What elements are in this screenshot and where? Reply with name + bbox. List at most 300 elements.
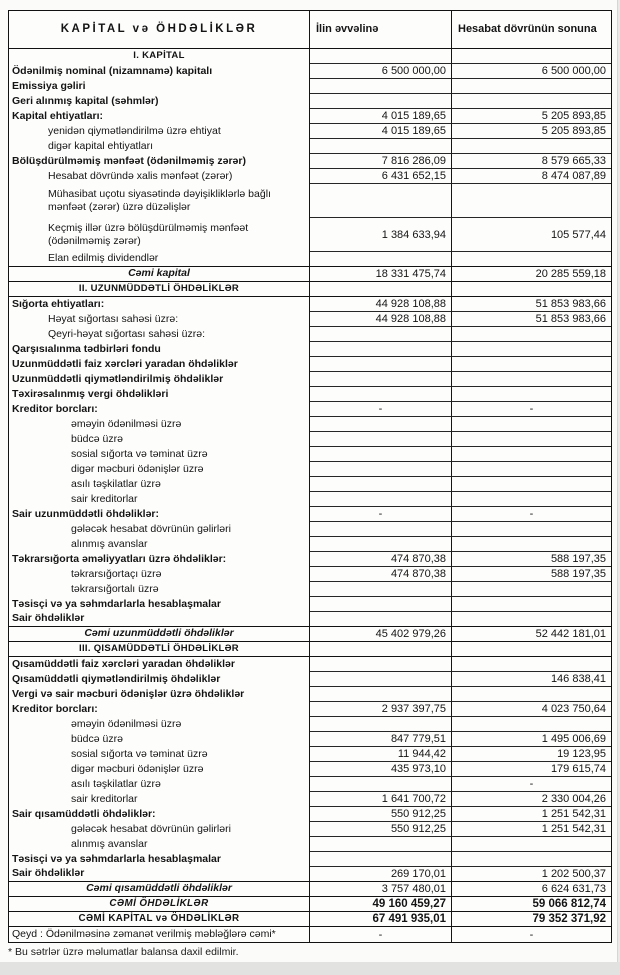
value-start-of-year-cell (310, 672, 452, 687)
row-label-cell (9, 312, 310, 327)
row-label-cell (9, 252, 310, 266)
row-label: Elan edilmiş dividendlər (48, 252, 159, 265)
table-row (9, 627, 611, 642)
value-end-of-period-cell (452, 124, 611, 139)
value-start-of-year-cell (310, 882, 452, 896)
value-end-of-period: 52 442 181,01 (535, 628, 606, 640)
value-start-of-year-cell (310, 462, 452, 477)
row-label: Hesabat dövründə xalis mənfəət (zərər) (48, 169, 233, 182)
value-start-of-year-cell (310, 702, 452, 717)
row-label-cell (9, 717, 310, 732)
table-row (9, 612, 611, 627)
row-label-cell (9, 462, 310, 477)
value-start-of-year: - (378, 403, 383, 415)
row-label-cell (9, 282, 310, 296)
table-row (9, 672, 611, 687)
table-row (9, 94, 611, 109)
value-end-of-period: 1 202 500,37 (541, 868, 606, 880)
footnote: * Bu sətrlər üzrə məlumatlar balansa daxil edilmir. (8, 946, 239, 958)
row-label: Keçmiş illər üzrə bölüşdürülməmiş mənfəət (ödənilməmiş zərər) (48, 222, 249, 247)
row-label-cell (9, 402, 310, 417)
row-label-cell (9, 139, 310, 154)
value-end-of-period-cell (452, 642, 611, 656)
value-start-of-year-cell (310, 124, 452, 139)
value-start-of-year-cell (310, 154, 452, 169)
value-end-of-period: 588 197,35 (550, 553, 606, 565)
value-end-of-period-cell (452, 417, 611, 432)
value-end-of-period-cell (452, 912, 611, 926)
row-label-cell (9, 492, 310, 507)
row-label: yenidən qiymətləndirilmə üzrə ehtiyat (48, 124, 221, 137)
row-label: əməyin ödənilməsi üzrə (71, 417, 182, 430)
value-end-of-period-cell (452, 492, 611, 507)
value-end-of-period-cell (452, 342, 611, 357)
value-start-of-year-cell (310, 552, 452, 567)
value-start-of-year-cell (310, 447, 452, 462)
row-label: III. QISAMÜDDƏTLİ ÖHDƏLİKLƏR (79, 642, 239, 654)
table-row (9, 702, 611, 717)
value-end-of-period: 4 023 750,64 (541, 703, 606, 715)
table-row (9, 357, 611, 372)
value-start-of-year-cell (310, 747, 452, 762)
value-start-of-year-cell (310, 477, 452, 492)
row-label-cell (9, 762, 310, 777)
value-start-of-year-cell (310, 49, 452, 64)
row-label: Kreditor borcları: (12, 402, 98, 415)
row-label-cell (9, 822, 310, 837)
row-label-cell (9, 612, 310, 626)
scan-bottom-edge (0, 962, 620, 975)
table-row (9, 169, 611, 184)
row-label-cell (9, 867, 310, 881)
value-start-of-year-cell (310, 312, 452, 327)
row-label: Qısamüddətli qiymətləndirilmiş öhdəliklər (12, 672, 221, 685)
value-end-of-period-cell (452, 79, 611, 94)
value-start-of-year-cell (310, 792, 452, 807)
table-row (9, 139, 611, 154)
value-end-of-period: 20 285 559,18 (535, 268, 606, 280)
table-row (9, 312, 611, 327)
value-start-of-year: 49 160 459,27 (372, 898, 446, 910)
table-row (9, 792, 611, 807)
table-row (9, 477, 611, 492)
table-row (9, 777, 611, 792)
value-start-of-year-cell (310, 327, 452, 342)
row-label-cell (9, 417, 310, 432)
row-label: Qarşısıalınma tədbirləri fondu (12, 342, 161, 355)
value-end-of-period: 2 330 004,26 (541, 793, 606, 805)
row-label: digər məcburi ödənişlər üzrə (71, 462, 204, 475)
table-row (9, 852, 611, 867)
table-row (9, 124, 611, 139)
row-label-cell (9, 169, 310, 184)
row-label-cell (9, 927, 310, 942)
value-end-of-period-cell (452, 447, 611, 462)
value-end-of-period-cell (452, 372, 611, 387)
table-row (9, 762, 611, 777)
value-start-of-year: 44 928 108,88 (375, 313, 446, 325)
value-end-of-period-cell (452, 184, 611, 218)
table-row (9, 49, 611, 64)
value-end-of-period-cell (452, 717, 611, 732)
row-label-cell (9, 837, 310, 852)
row-label-cell (9, 79, 310, 94)
table-row (9, 687, 611, 702)
table-row (9, 747, 611, 762)
value-end-of-period: 79 352 371,92 (532, 913, 606, 925)
value-start-of-year: - (378, 508, 383, 520)
row-label: II. UZUNMÜDDƏTLİ ÖHDƏLİKLƏR (78, 282, 240, 294)
row-label: büdcə üzrə (71, 732, 123, 745)
value-end-of-period: 105 577,44 (550, 228, 606, 241)
row-label-cell (9, 432, 310, 447)
row-label-cell (9, 124, 310, 139)
table-row (9, 417, 611, 432)
value-start-of-year-cell (310, 64, 452, 79)
value-end-of-period-cell (452, 837, 611, 852)
value-start-of-year-cell (310, 732, 452, 747)
value-start-of-year-cell (310, 297, 452, 312)
value-end-of-period: 6 624 631,73 (541, 883, 606, 895)
row-label-cell (9, 218, 310, 252)
table-row (9, 372, 611, 387)
table-row (9, 462, 611, 477)
row-label-cell (9, 567, 310, 582)
table-row (9, 267, 611, 282)
row-label: Sair uzunmüddətli öhdəliklər: (12, 507, 160, 520)
row-label: Təsisçi və ya səhmdarlarla hesablaşmalar (12, 852, 221, 865)
value-end-of-period: 8 474 087,89 (541, 170, 606, 182)
value-end-of-period-cell (452, 139, 611, 154)
value-start-of-year-cell (310, 777, 452, 792)
table-row (9, 867, 611, 882)
value-end-of-period-cell (452, 747, 611, 762)
value-start-of-year-cell (310, 184, 452, 218)
value-end-of-period-cell (452, 627, 611, 641)
value-end-of-period-cell (452, 94, 611, 109)
value-end-of-period: 19 123,95 (557, 748, 606, 760)
value-start-of-year-cell (310, 139, 452, 154)
table-rows (9, 49, 611, 942)
value-end-of-period: - (529, 778, 534, 790)
row-label: Sığorta ehtiyatları: (12, 297, 105, 310)
row-label: CƏMİ KAPİTAL və ÖHDƏLİKLƏR (78, 912, 240, 924)
table-row (9, 642, 611, 657)
value-end-of-period-cell (452, 867, 611, 881)
row-label: Qeyd : Ödənilməsinə zəmanət verilmiş məbləğlərə cəmi* (12, 927, 276, 940)
value-start-of-year: 1 641 700,72 (381, 793, 446, 805)
capital-and-liabilities-table (8, 10, 612, 943)
row-label: Mühasibat uçotu siyasətində dəyişikliklərlə bağlı mənfəət (zərər) üzrə düzəlişlər (48, 188, 271, 213)
value-start-of-year-cell (310, 807, 452, 822)
table-row (9, 342, 611, 357)
row-label: Təkrarsığorta əməliyyatları üzrə öhdəliklər: (12, 552, 227, 565)
row-label-cell (9, 852, 310, 867)
row-label-cell (9, 747, 310, 762)
value-end-of-period-cell (452, 327, 611, 342)
value-start-of-year-cell (310, 537, 452, 552)
value-start-of-year-cell (310, 867, 452, 881)
value-end-of-period-cell (452, 218, 611, 252)
value-end-of-period-cell (452, 267, 611, 281)
row-label-cell (9, 912, 310, 926)
table-row (9, 882, 611, 897)
value-start-of-year-cell (310, 387, 452, 402)
value-end-of-period-cell (452, 402, 611, 417)
value-start-of-year: - (378, 928, 383, 941)
row-label: asılı təşkilatlar üzrə (71, 477, 161, 490)
row-label-cell (9, 154, 310, 169)
value-end-of-period-cell (452, 282, 611, 296)
table-row (9, 582, 611, 597)
table-row (9, 154, 611, 169)
value-end-of-period-cell (452, 852, 611, 867)
row-label-cell (9, 507, 310, 522)
table-row (9, 109, 611, 124)
value-start-of-year-cell (310, 492, 452, 507)
value-start-of-year-cell (310, 94, 452, 109)
table-header-row (9, 11, 611, 49)
table-row (9, 252, 611, 267)
row-label: Ödənilmiş nominal (nizamnamə) kapitalı (12, 64, 213, 77)
value-start-of-year-cell (310, 597, 452, 612)
row-label-cell (9, 642, 310, 656)
row-label: Cəmi qısamüddətli öhdəliklər (86, 882, 232, 895)
row-label-cell (9, 372, 310, 387)
row-label-cell (9, 357, 310, 372)
value-end-of-period-cell (452, 597, 611, 612)
row-label: gələcək hesabat dövrünün gəlirləri (71, 822, 231, 835)
row-label-cell (9, 732, 310, 747)
value-end-of-period-cell (452, 312, 611, 327)
value-start-of-year: 3 757 480,01 (381, 883, 446, 895)
row-label: Cəmi uzunmüddətli öhdəliklər (84, 627, 234, 640)
table-row (9, 64, 611, 79)
row-label: Kreditor borcları: (12, 702, 98, 715)
row-label: Təsisçi və ya səhmdarlarla hesablaşmalar (12, 597, 221, 610)
value-end-of-period-cell (452, 252, 611, 266)
row-label: digər məcburi ödənişlər üzrə (71, 762, 204, 775)
row-label-cell (9, 109, 310, 124)
value-end-of-period-cell (452, 762, 611, 777)
row-label-cell (9, 897, 310, 911)
value-start-of-year-cell (310, 282, 452, 296)
value-end-of-period-cell (452, 49, 611, 64)
value-start-of-year-cell (310, 642, 452, 656)
table-row (9, 807, 611, 822)
value-start-of-year-cell (310, 267, 452, 281)
value-end-of-period-cell (452, 537, 611, 552)
row-label: büdcə üzrə (71, 432, 123, 445)
table-row (9, 507, 611, 522)
table-row (9, 218, 611, 252)
value-start-of-year: 67 491 935,01 (372, 913, 446, 925)
table-row (9, 282, 611, 297)
table-row (9, 327, 611, 342)
value-start-of-year-cell (310, 897, 452, 911)
table-row (9, 447, 611, 462)
value-start-of-year: 6 500 000,00 (381, 65, 446, 77)
row-label-cell (9, 552, 310, 567)
row-label-cell (9, 597, 310, 612)
table-row (9, 912, 611, 927)
value-end-of-period: 1 495 006,69 (541, 733, 606, 745)
table-row (9, 387, 611, 402)
value-end-of-period: 51 853 983,66 (535, 313, 606, 325)
row-label: Uzunmüddətli faiz xərcləri yaradan öhdəliklər (12, 357, 238, 370)
row-label-cell (9, 792, 310, 807)
row-label-cell (9, 687, 310, 702)
value-start-of-year-cell (310, 169, 452, 184)
row-label: Qısamüddətli faiz xərcləri yaradan öhdəliklər (12, 657, 235, 670)
row-label-cell (9, 777, 310, 792)
value-end-of-period-cell (452, 477, 611, 492)
value-start-of-year: 550 912,25 (390, 823, 446, 835)
value-start-of-year-cell (310, 417, 452, 432)
value-end-of-period: - (529, 928, 534, 941)
value-start-of-year-cell (310, 762, 452, 777)
table-row (9, 717, 611, 732)
row-label-cell (9, 387, 310, 402)
value-start-of-year-cell (310, 687, 452, 702)
value-start-of-year: 45 402 979,26 (375, 628, 446, 640)
row-label-cell (9, 447, 310, 462)
value-end-of-period-cell (452, 777, 611, 792)
value-end-of-period: 179 615,74 (550, 763, 606, 775)
value-start-of-year-cell (310, 852, 452, 867)
value-start-of-year-cell (310, 822, 452, 837)
value-start-of-year-cell (310, 372, 452, 387)
value-end-of-period-cell (452, 109, 611, 124)
value-end-of-period-cell (452, 702, 611, 717)
value-end-of-period-cell (452, 882, 611, 896)
value-end-of-period-cell (452, 927, 611, 942)
row-label: Sair öhdəliklər (12, 867, 85, 880)
table-title: KAPİTAL və ÖHDƏLİKLƏR (60, 23, 258, 36)
value-start-of-year: 11 944,42 (397, 748, 446, 760)
value-start-of-year: 474 870,38 (390, 568, 446, 580)
row-label: alınmış avanslar (71, 537, 148, 550)
value-start-of-year-cell (310, 218, 452, 252)
row-label-cell (9, 672, 310, 687)
row-label: Sair qısamüddətli öhdəliklər: (12, 807, 156, 820)
row-label-cell (9, 522, 310, 537)
table-row (9, 837, 611, 852)
row-label-cell (9, 477, 310, 492)
value-end-of-period-cell (452, 432, 611, 447)
value-end-of-period-cell (452, 297, 611, 312)
value-end-of-period-cell (452, 64, 611, 79)
col-header-start-of-year: İlin əvvəlinə (316, 22, 379, 35)
value-end-of-period-cell (452, 507, 611, 522)
value-start-of-year-cell (310, 109, 452, 124)
value-end-of-period: 5 205 893,85 (541, 110, 606, 122)
value-end-of-period: 5 205 893,85 (541, 125, 606, 137)
value-end-of-period: 6 500 000,00 (541, 65, 606, 77)
value-start-of-year: 847 779,51 (390, 733, 446, 745)
value-start-of-year-cell (310, 432, 452, 447)
value-end-of-period-cell (452, 822, 611, 837)
row-label: Həyat sığortası sahəsi üzrə: (48, 312, 179, 325)
row-label: Geri alınmış kapital (səhmlər) (12, 94, 159, 107)
value-start-of-year-cell (310, 627, 452, 641)
value-end-of-period-cell (452, 672, 611, 687)
row-label-cell (9, 267, 310, 281)
table-row (9, 732, 611, 747)
table-row (9, 552, 611, 567)
value-end-of-period-cell (452, 612, 611, 626)
row-label: Cəmi kapital (128, 267, 190, 280)
value-start-of-year-cell (310, 612, 452, 626)
value-end-of-period: 1 251 542,31 (541, 808, 606, 820)
value-start-of-year: 269 170,01 (390, 868, 446, 880)
row-label: Bölüşdürülməmiş mənfəət (ödənilməmiş zərər) (12, 154, 246, 167)
table-row (9, 567, 611, 582)
row-label-cell (9, 582, 310, 597)
row-label-cell (9, 64, 310, 79)
value-start-of-year: 7 816 286,09 (381, 155, 446, 167)
row-label: alınmış avanslar (71, 837, 148, 850)
row-label: əməyin ödənilməsi üzrə (71, 717, 182, 730)
table-row (9, 822, 611, 837)
value-end-of-period: 146 838,41 (550, 673, 606, 685)
table-row (9, 897, 611, 912)
table-row (9, 657, 611, 672)
value-start-of-year-cell (310, 567, 452, 582)
value-start-of-year-cell (310, 927, 452, 942)
value-start-of-year-cell (310, 522, 452, 537)
value-start-of-year: 2 937 397,75 (381, 703, 446, 715)
row-label-cell (9, 537, 310, 552)
value-start-of-year-cell (310, 837, 452, 852)
row-label: gələcək hesabat dövrünün gəlirləri (71, 522, 231, 535)
col-header-start-of-year-cell (310, 11, 452, 48)
value-end-of-period-cell (452, 357, 611, 372)
row-label: I. KAPİTAL (133, 50, 185, 62)
value-start-of-year: 550 912,25 (390, 808, 446, 820)
table-row (9, 537, 611, 552)
table-row (9, 184, 611, 218)
col-header-end-of-period-cell (452, 11, 611, 48)
value-end-of-period-cell (452, 552, 611, 567)
value-end-of-period: - (529, 403, 534, 415)
row-label: Sair öhdəliklər (12, 612, 85, 625)
value-end-of-period-cell (452, 582, 611, 597)
value-start-of-year-cell (310, 357, 452, 372)
value-end-of-period-cell (452, 522, 611, 537)
value-end-of-period-cell (452, 154, 611, 169)
col-header-end-of-period: Hesabat dövrünün sonuna (458, 22, 597, 35)
table-row (9, 597, 611, 612)
row-label: sair kreditorlar (71, 492, 138, 505)
table-row (9, 432, 611, 447)
value-end-of-period-cell (452, 567, 611, 582)
value-start-of-year-cell (310, 507, 452, 522)
row-label-cell (9, 327, 310, 342)
row-label-cell (9, 657, 310, 672)
value-start-of-year: 44 928 108,88 (375, 298, 446, 310)
value-end-of-period-cell (452, 462, 611, 477)
row-label: sair kreditorlar (71, 792, 138, 805)
row-label-cell (9, 342, 310, 357)
table-row (9, 297, 611, 312)
value-end-of-period: 588 197,35 (550, 568, 606, 580)
table-row (9, 79, 611, 94)
value-end-of-period-cell (452, 792, 611, 807)
value-end-of-period-cell (452, 657, 611, 672)
row-label: sosial sığorta və təminat üzrə (71, 747, 208, 760)
row-label-cell (9, 627, 310, 641)
